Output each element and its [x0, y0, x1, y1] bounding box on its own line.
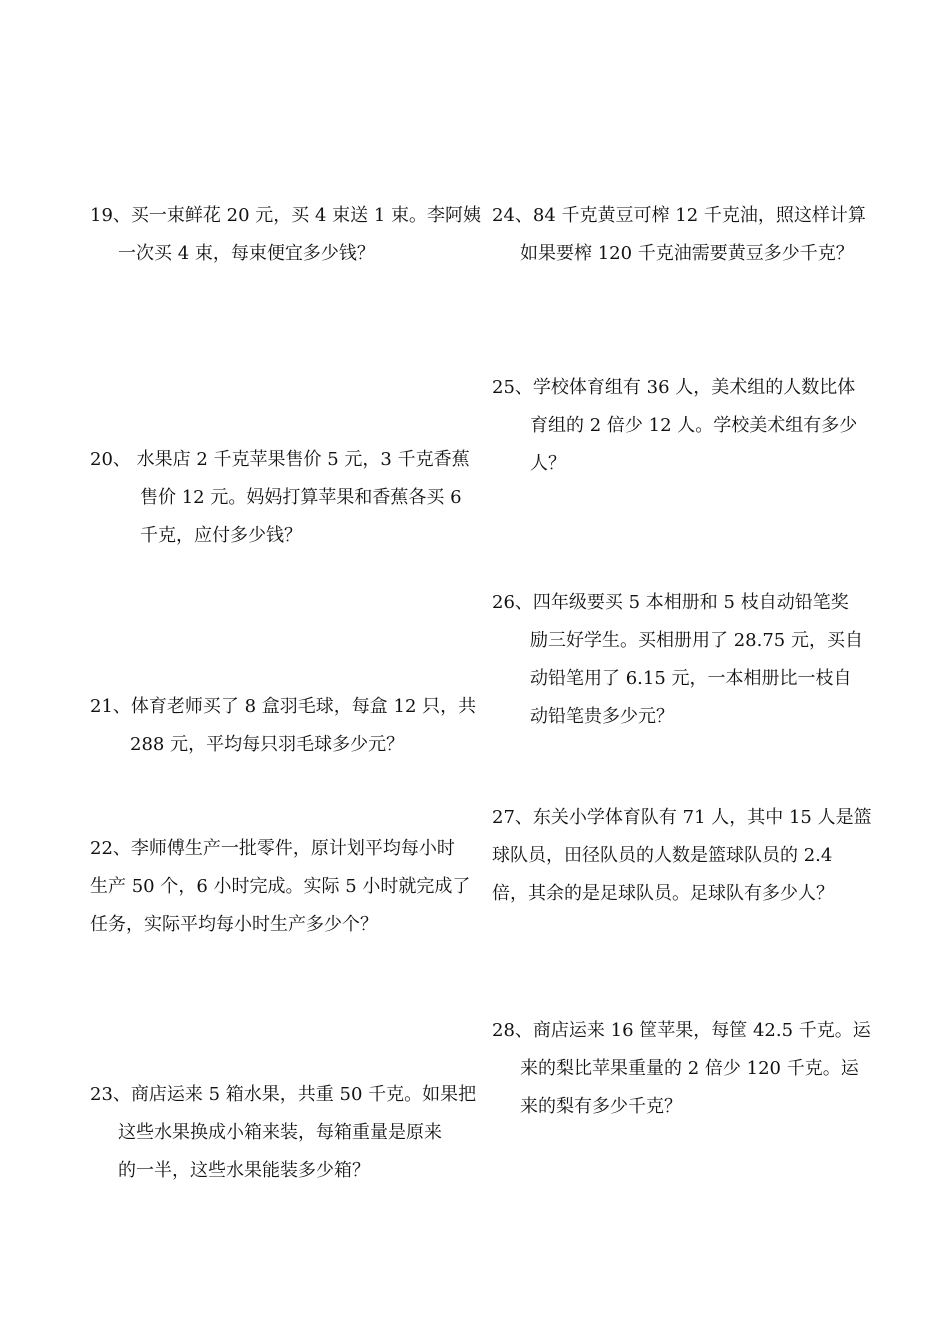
- question-line: 球队员，田径队员的人数是篮球队员的 2.4: [492, 845, 833, 866]
- question-line: 来的梨比苹果重量的 2 倍少 120 千克。运: [520, 1058, 859, 1079]
- question-line: 28、商店运来 16 筐苹果，每筐 42.5 千克。运: [492, 1020, 871, 1041]
- question-line: 励三好学生。买相册用了 28.75 元，买自: [530, 630, 863, 651]
- question-21: [90, 688, 476, 764]
- question-line: 动铅笔用了 6.15 元，一本相册比一枝自: [530, 668, 852, 689]
- question-line: 19、买一束鲜花 20 元，买 4 束送 1 束。李阿姨: [90, 205, 482, 226]
- question-line: 千克，应付多少钱？: [140, 525, 302, 546]
- question-line: 这些水果换成小箱来装，每箱重量是原来: [118, 1122, 442, 1143]
- question-line: 26、四年级要买 5 本相册和 5 枝自动铅笔奖: [492, 592, 849, 613]
- question-line: 288 元，平均每只羽毛球多少元？: [130, 734, 405, 755]
- question-line: 27、东关小学体育队有 71 人，其中 15 人是篮: [492, 807, 872, 828]
- question-line: 20、 水果店 2 千克苹果售价 5 元，3 千克香蕉: [90, 449, 470, 470]
- question-line: 21、体育老师买了 8 盒羽毛球，每盒 12 只，共: [90, 696, 477, 717]
- question-line: 如果要榨 120 千克油需要黄豆多少千克？: [520, 243, 854, 264]
- question-23: [90, 1076, 476, 1190]
- question-line: 生产 50 个，6 小时完成。实际 5 小时就完成了: [90, 876, 471, 897]
- question-28: [492, 1012, 871, 1126]
- question-line: 动铅笔贵多少元？: [530, 706, 674, 727]
- question-line: 25、学校体育组有 36 人，美术组的人数比体: [492, 377, 856, 398]
- question-24: [492, 197, 866, 273]
- question-line: 售价 12 元。妈妈打算苹果和香蕉各买 6: [140, 487, 462, 508]
- question-line: 22、李师傅生产一批零件，原计划平均每小时: [90, 838, 455, 859]
- question-22: [90, 830, 470, 944]
- question-line: 倍，其余的是足球队员。足球队有多少人？: [492, 883, 834, 904]
- question-line: 来的梨有多少千克？: [520, 1096, 682, 1117]
- question-20: [90, 441, 470, 555]
- question-line: 人？: [530, 453, 566, 474]
- question-19: [90, 197, 481, 273]
- question-line: 任务，实际平均每小时生产多少个？: [90, 914, 378, 935]
- question-25: [492, 369, 857, 483]
- question-26: [492, 584, 863, 736]
- question-line: 24、84 千克黄豆可榨 12 千克油，照这样计算: [492, 205, 866, 226]
- question-line: 育组的 2 倍少 12 人。学校美术组有多少: [530, 415, 858, 436]
- question-line: 的一半，这些水果能装多少箱？: [118, 1160, 370, 1181]
- question-line: 23、商店运来 5 箱水果，共重 50 千克。如果把: [90, 1084, 477, 1105]
- question-27: [492, 799, 872, 913]
- question-line: 一次买 4 束，每束便宜多少钱？: [118, 243, 375, 264]
